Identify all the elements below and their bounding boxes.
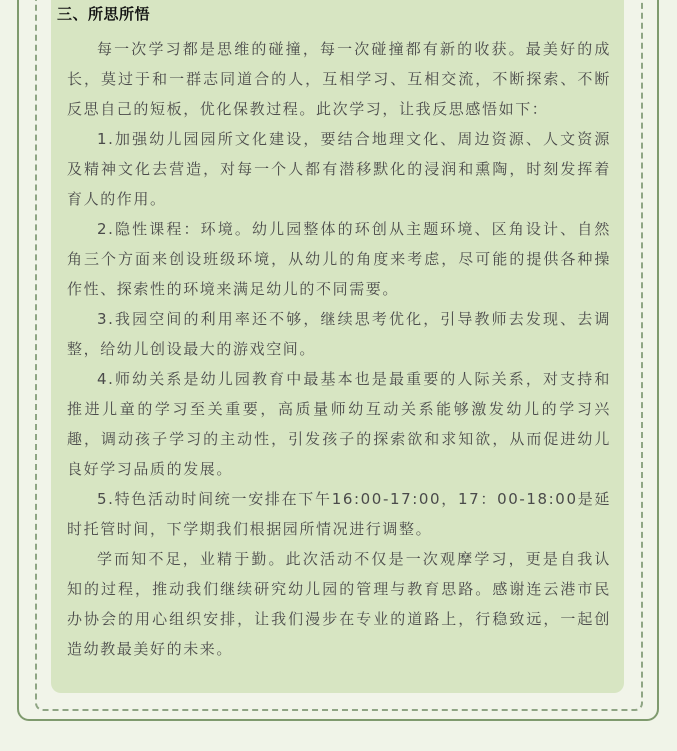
section-title: 三、所思所悟 — [57, 5, 151, 23]
paragraph-point-2: 2.隐性课程：环境。幼儿园整体的环创从主题环境、区角设计、自然角三个方面来创设班级环境，从幼儿的角度来考虑，尽可能的提供各种操作性、探索性的环境来满足幼儿的不同需要。 — [67, 220, 611, 298]
paragraph-point-3: 3.我园空间的利用率还不够，继续思考优化，引导教师去发现、去调整，给幼儿创设最大的游戏空间。 — [67, 310, 611, 358]
paragraph-intro: 每一次学习都是思维的碰撞，每一次碰撞都有新的收获。最美好的成长，莫过于和一群志同道合的人，互相学习、互相交流，不断探索、不断反思自己的短板，优化保教过程。此次学习，让我反思感悟如下： — [67, 40, 611, 118]
article-body — [67, 34, 611, 664]
paragraph-point-1: 1.加强幼儿园园所文化建设，要结合地理文化、周边资源、人文资源及精神文化去营造，对每一个人都有潜移默化的浸润和熏陶，时刻发挥着育人的作用。 — [67, 130, 611, 208]
paragraph-conclusion: 学而知不足，业精于勤。此次活动不仅是一次观摩学习，更是自我认知的过程，推动我们继续研究幼儿园的管理与教育思路。感谢连云港市民办协会的用心组织安排，让我们漫步在专业的道路上，行稳致远，一起创造幼教最美好的未来。 — [67, 550, 611, 658]
paragraph-point-5: 5.特色活动时间统一安排在下午16:00-17:00，17：00-18:00是延时托管时间，下学期我们根据园所情况进行调整。 — [67, 490, 611, 538]
paragraph-point-4: 4.师幼关系是幼儿园教育中最基本也是最重要的人际关系，对支持和推进儿童的学习至关重要，高质量师幼互动关系能够激发幼儿的学习兴趣，调动孩子学习的主动性，引发孩子的探索欲和求知欲，从而促进幼儿良好学习品质的发展。 — [67, 370, 611, 478]
content-card — [51, 0, 624, 693]
